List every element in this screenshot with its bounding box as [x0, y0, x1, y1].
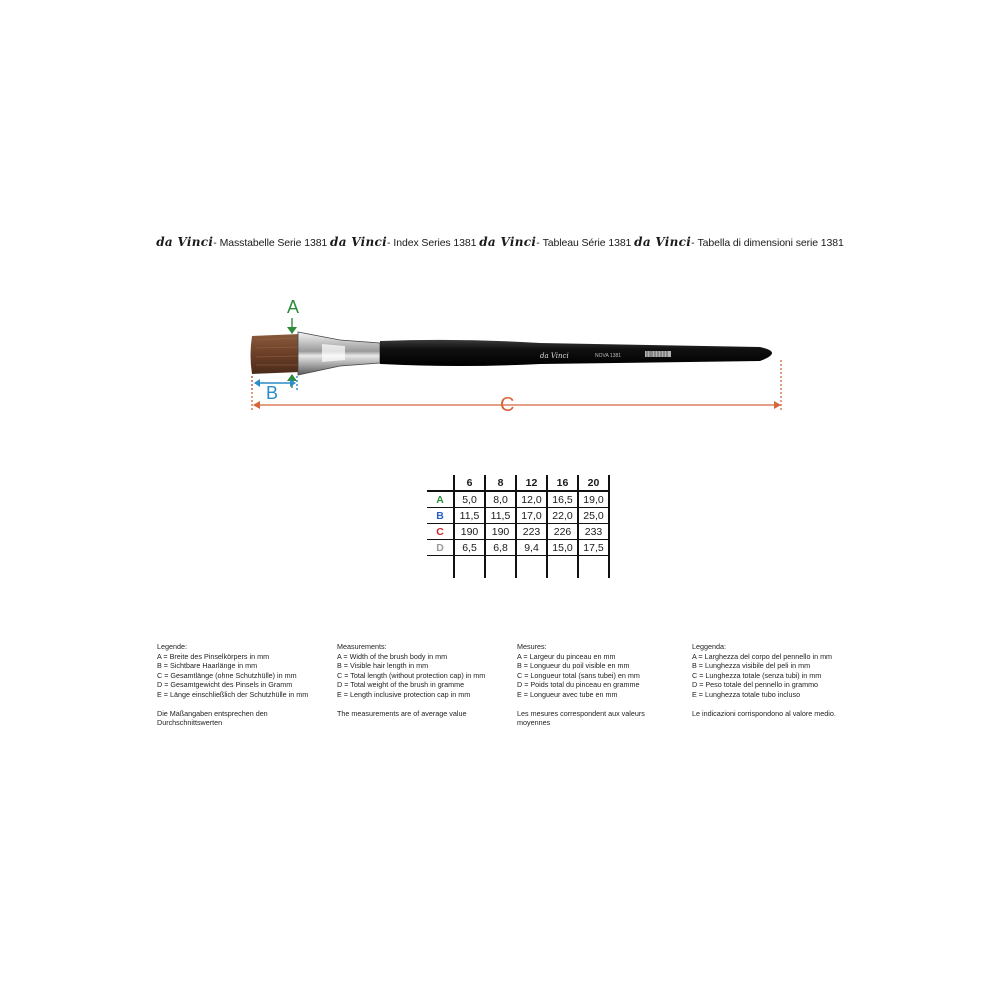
brand-logo: da Vinci	[330, 235, 388, 249]
legend-note: Die Maßangaben entsprechen den Durchschnittswerten	[157, 708, 268, 728]
brush-illustration	[0, 0, 1000, 460]
legend-line: B = Lunghezza visibile del peli in mm	[692, 661, 811, 671]
header-fr: da Vinci- Tableau Série 1381	[479, 235, 632, 249]
dimension-label-b: B	[266, 383, 279, 403]
legend-note: The measurements are of average value	[337, 708, 467, 718]
legend-line: D = Total weight of the brush in gramme	[337, 680, 465, 690]
legend-line: C = Total length (without protection cap) in mm	[337, 670, 486, 680]
legend-line: B = Longueur du poil visible en mm	[517, 661, 630, 671]
dimension-label-a: A	[287, 297, 300, 317]
brand-logo: da Vinci	[156, 235, 214, 249]
table-row-a	[427, 491, 609, 508]
table-row-d	[427, 540, 609, 556]
table-cell: 11,5	[485, 508, 516, 524]
legend-line: C = Longueur total (sans tubei) en mm	[517, 670, 640, 680]
table-cell: 6,8	[485, 540, 516, 556]
table-cell: 22,0	[547, 508, 578, 524]
legend-line: E = Länge einschließlich der Schutzhülle in mm	[157, 689, 309, 699]
table-cell: 12,0	[516, 491, 547, 508]
legend-line: E = Lunghezza totale tubo incluso	[692, 689, 801, 699]
legend-line: A = Largeur du pinceau en mm	[517, 651, 616, 661]
table-header-row	[427, 475, 609, 491]
table-cell: 11,5	[454, 508, 485, 524]
table-cell: 15,0	[547, 540, 578, 556]
size-table	[427, 475, 610, 578]
table-corner	[427, 475, 454, 491]
header-de: da Vinci- Masstabelle Serie 1381	[156, 235, 328, 249]
legend-title: Measurements:	[337, 642, 387, 651]
legend-line: A = Breite des Pinselkörpers in mm	[157, 651, 270, 661]
table-cell: 6,5	[454, 540, 485, 556]
legend-title: Legende:	[157, 642, 187, 651]
legend-de	[157, 642, 342, 728]
table-row-b	[427, 508, 609, 524]
legend-note: Les mesures correspondent aux valeurs moyennes	[517, 708, 645, 728]
header-title-en: Index Series 1381	[393, 237, 477, 249]
row-label-b: B	[427, 508, 454, 524]
legend-line: D = Peso totale del pennello in grammo	[692, 680, 819, 690]
row-label-a: A	[427, 491, 454, 508]
brush-handle	[380, 340, 772, 366]
table-row-empty	[427, 556, 609, 579]
legend-it	[692, 642, 877, 718]
svg-text:da Vinci: da Vinci	[540, 352, 569, 360]
legend-note: Le indicazioni corrispondono al valore medio.	[692, 708, 836, 718]
legend-line: D = Gesamtgewicht des Pinsels in Gramm	[157, 680, 293, 690]
legend-line: B = Visible hair length in mm	[337, 661, 429, 671]
header-en: da Vinci- Index Series 1381	[330, 235, 477, 249]
header-title-it: Tabella di dimensioni serie 1381	[697, 237, 844, 249]
legend-line: B = Sichtbare Haarlänge in mm	[157, 661, 258, 671]
legend-line: A = Larghezza del corpo del pennello in mm	[692, 651, 833, 661]
legend-line: D = Poids total du pinceau en gramme	[517, 680, 640, 690]
table-cell: 190	[454, 524, 485, 540]
brush-diagram	[0, 0, 1000, 460]
table-cell: 19,0	[578, 491, 609, 508]
table-cell: 16,5	[547, 491, 578, 508]
table-cell: 25,0	[578, 508, 609, 524]
legend-line: A = Width of the brush body in mm	[337, 651, 448, 661]
svg-text:NOVA 1381: NOVA 1381	[595, 353, 622, 359]
header-it: da Vinci- Tabella di dimensioni serie 1381	[634, 235, 844, 249]
row-label-d: D	[427, 540, 454, 556]
dimension-label-c: C	[500, 394, 515, 416]
legend-en	[337, 642, 522, 718]
legend-title: Mesures:	[517, 642, 547, 651]
table-cell: 8,0	[485, 491, 516, 508]
size-header: 16	[547, 475, 578, 491]
brand-logo: da Vinci	[479, 235, 537, 249]
table-cell: 17,5	[578, 540, 609, 556]
size-header: 6	[454, 475, 485, 491]
legend-line: E = Length inclusive protection cap in mm	[337, 689, 471, 699]
size-header: 8	[485, 475, 516, 491]
size-header: 20	[578, 475, 609, 491]
table-cell: 5,0	[454, 491, 485, 508]
header-title-de: Masstabelle Serie 1381	[219, 237, 328, 249]
legend-line: E = Longueur avec tube en mm	[517, 689, 618, 699]
table-cell: 190	[485, 524, 516, 540]
legend-title: Leggenda:	[692, 642, 726, 651]
table-cell: 9,4	[516, 540, 547, 556]
header-title-fr: Tableau Série 1381	[542, 237, 632, 249]
table-cell: 17,0	[516, 508, 547, 524]
legend-line: C = Lunghezza totale (senza tubi) in mm	[692, 670, 822, 680]
table-cell: 226	[547, 524, 578, 540]
legend-line: C = Gesamtlänge (ohne Schutzhülle) in mm	[157, 670, 297, 680]
brand-logo: da Vinci	[634, 235, 692, 249]
legend-fr	[517, 642, 702, 728]
table-row-c	[427, 524, 609, 540]
table-cell: 233	[578, 524, 609, 540]
table-cell: 223	[516, 524, 547, 540]
size-header: 12	[516, 475, 547, 491]
row-label-c: C	[427, 524, 454, 540]
